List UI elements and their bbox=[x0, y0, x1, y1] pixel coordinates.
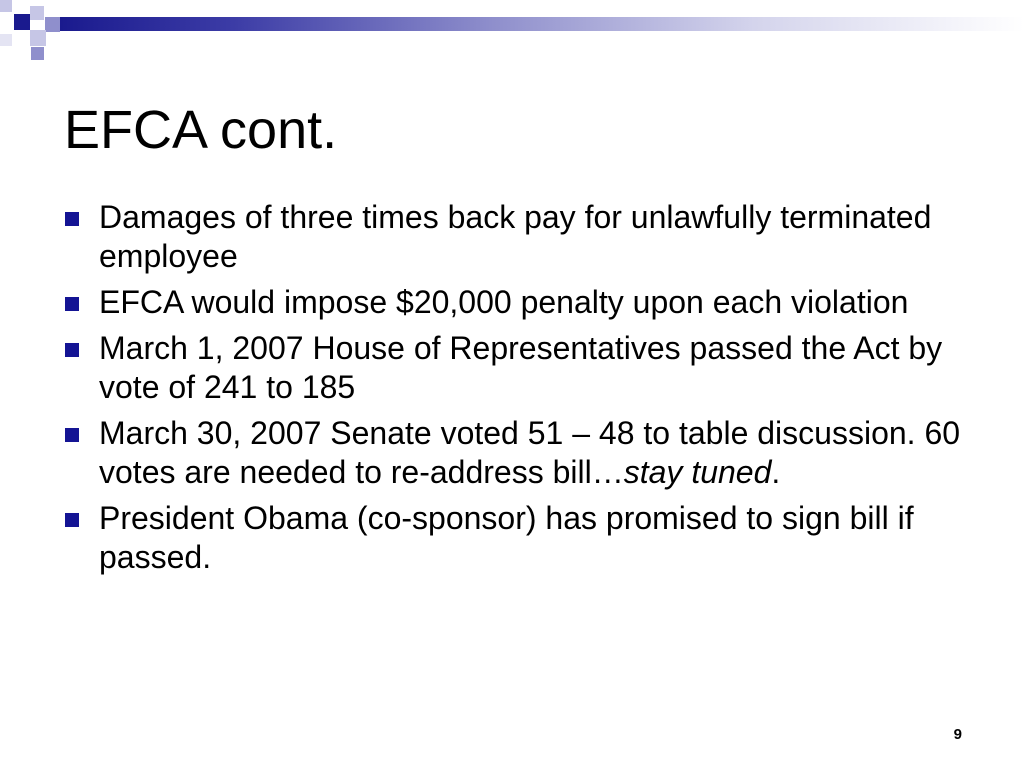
bullet-item bbox=[62, 283, 962, 322]
square-bullet-icon bbox=[65, 212, 79, 226]
bullet-text bbox=[99, 414, 962, 492]
bullet-item bbox=[62, 329, 962, 407]
bullet-text: Damages of three times back pay for unlawfully terminated employee bbox=[99, 199, 932, 274]
header-gradient-band bbox=[60, 17, 1024, 31]
bullet-text: EFCA would impose $20,000 penalty upon each violation bbox=[99, 284, 909, 320]
bullet-list bbox=[62, 198, 962, 584]
bullet-item bbox=[62, 414, 962, 492]
square-bullet-icon bbox=[65, 513, 79, 527]
bullet-item bbox=[62, 198, 962, 276]
bullet-text-suffix: . bbox=[771, 454, 781, 490]
bullet-text-main: March 30, 2007 Senate voted 51 – 48 to table discussion. 60 votes are needed to re-address bill… bbox=[99, 415, 961, 490]
deco-square bbox=[30, 6, 44, 20]
square-bullet-icon bbox=[65, 297, 79, 311]
bullet-text-emphasis: stay tuned bbox=[623, 454, 772, 490]
slide-title: EFCA cont. bbox=[64, 100, 338, 160]
deco-square bbox=[0, 34, 12, 46]
bullet-text: March 1, 2007 House of Representatives passed the Act by vote of 241 to 185 bbox=[99, 330, 943, 405]
header-decoration bbox=[0, 0, 1024, 70]
square-bullet-icon bbox=[65, 428, 79, 442]
deco-square bbox=[14, 14, 30, 30]
page-number: 9 bbox=[953, 726, 962, 743]
deco-square bbox=[45, 17, 60, 32]
square-bullet-icon bbox=[65, 343, 79, 357]
deco-square bbox=[31, 47, 44, 60]
bullet-item bbox=[62, 499, 962, 577]
deco-square bbox=[30, 30, 46, 46]
deco-square bbox=[0, 0, 12, 12]
bullet-text: President Obama (co-sponsor) has promised to sign bill if passed. bbox=[99, 500, 914, 575]
